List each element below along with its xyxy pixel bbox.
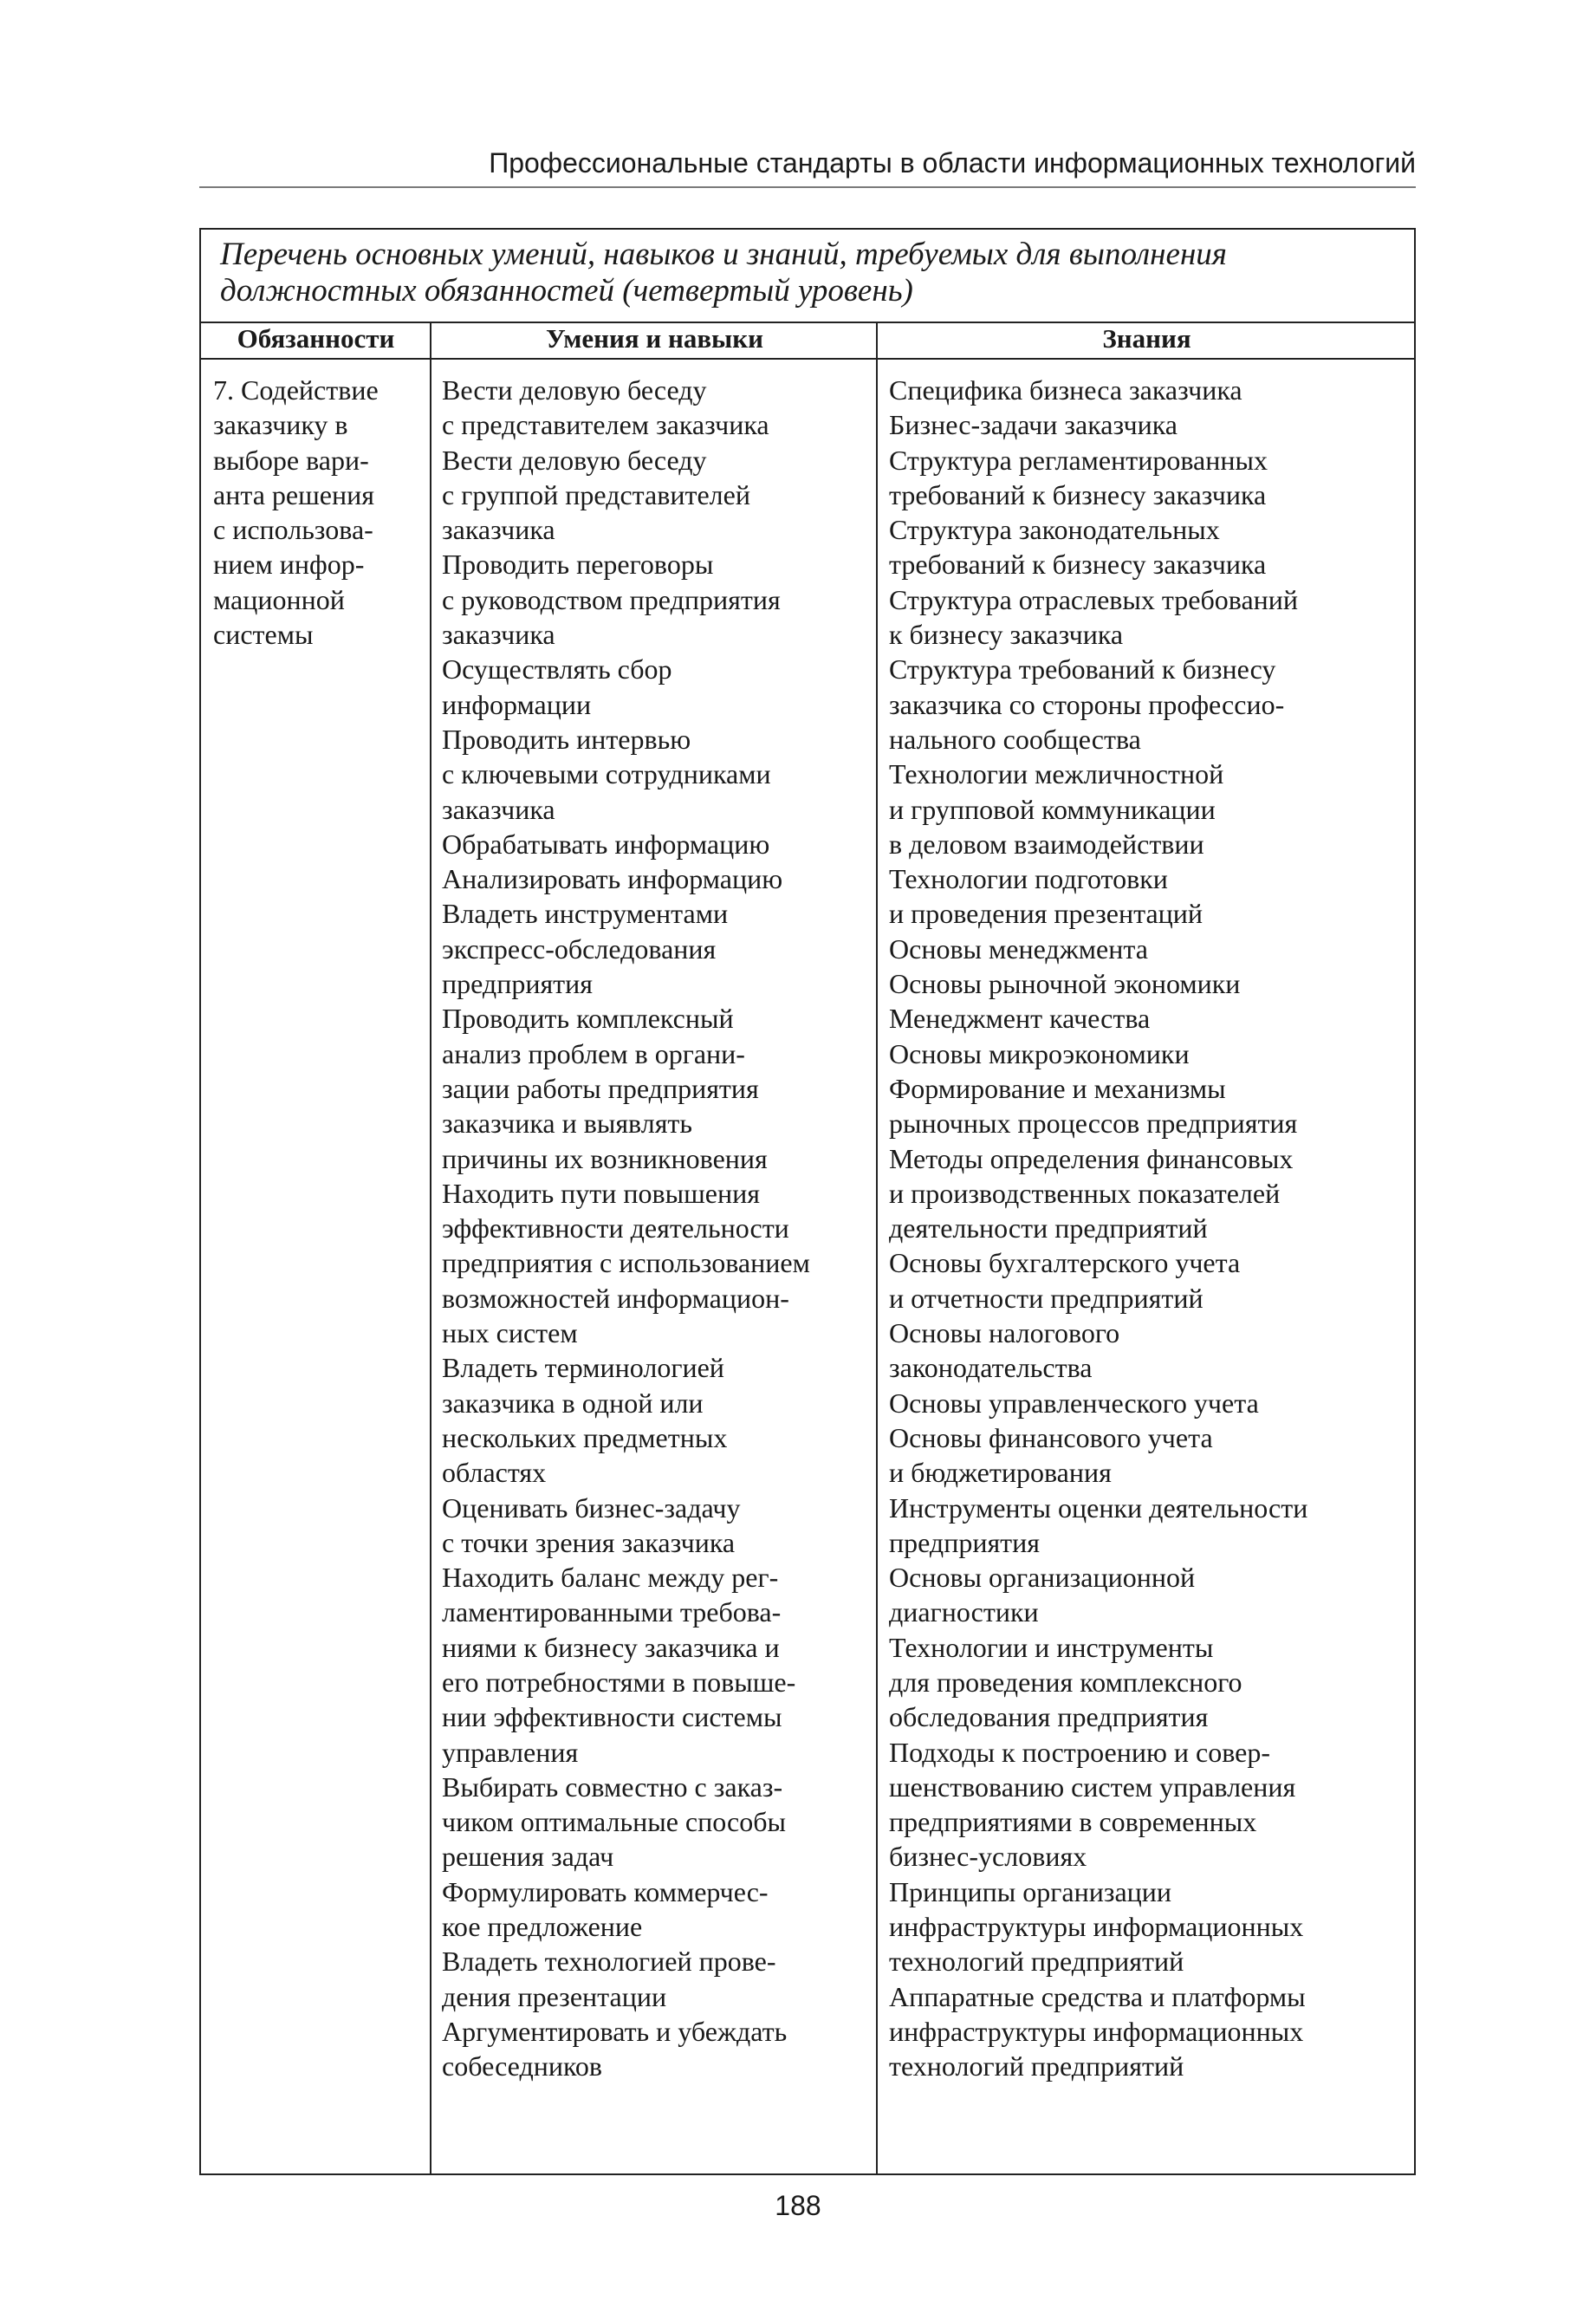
cell-text-line: чиком оптимальные способы bbox=[442, 1806, 787, 1838]
cell-text-line: Основы управленческого учета bbox=[889, 1387, 1259, 1419]
cell-text-line: нием инфор- bbox=[213, 549, 365, 581]
column-header-skills: Умения и навыки bbox=[546, 323, 763, 354]
cell-text-line: Владеть технологией прове- bbox=[442, 1946, 776, 1978]
cell-text-line: собеседников bbox=[442, 2050, 602, 2082]
duties-cell bbox=[213, 373, 379, 652]
cell-text-line: Основы микроэкономики bbox=[889, 1037, 1190, 1069]
cell-text-line: с руководством предприятия bbox=[442, 583, 781, 615]
cell-text-line: Технологии и инструменты bbox=[889, 1631, 1214, 1663]
column-divider bbox=[876, 322, 878, 2173]
cell-text-line: нии эффективности системы bbox=[442, 1701, 782, 1733]
cell-text-line: Методы определения финансовых bbox=[889, 1142, 1294, 1174]
cell-text-line: технологий предприятий bbox=[889, 2050, 1184, 2082]
cell-text-line: с использова- bbox=[213, 514, 373, 546]
cell-text-line: инфраструктуры информационных bbox=[889, 2015, 1304, 2047]
cell-text-line: Владеть инструментами bbox=[442, 898, 729, 930]
cell-text-line: с представителем заказчика bbox=[442, 409, 769, 441]
cell-text-line: Аргументировать и убеждать bbox=[442, 2015, 788, 2047]
cell-text-line: заказчика bbox=[442, 514, 555, 546]
cell-text-line: заказчика bbox=[442, 793, 555, 825]
cell-text-line: Специфика бизнеса заказчика bbox=[889, 374, 1242, 406]
cell-text-line: заказчика и выявлять bbox=[442, 1108, 692, 1140]
cell-text-line: Проводить переговоры bbox=[442, 549, 714, 581]
cell-text-line: и отчетности предприятий bbox=[889, 1282, 1203, 1314]
cell-text-line: и производственных показателей bbox=[889, 1177, 1281, 1209]
cell-text-line: Осуществлять сбор bbox=[442, 653, 672, 685]
cell-text-line: обследования предприятия bbox=[889, 1701, 1209, 1733]
cell-text-line: технологий предприятий bbox=[889, 1946, 1184, 1978]
cell-text-line: для проведения комплексного bbox=[889, 1666, 1242, 1698]
table-caption-line: Перечень основных умений, навыков и знаний, требуемых для выполнения bbox=[220, 237, 1227, 272]
cell-text-line: Структура требований к бизнесу bbox=[889, 653, 1276, 685]
cell-text-line: Технологии подготовки bbox=[889, 863, 1168, 895]
cell-text-line: Владеть терминологией bbox=[442, 1352, 724, 1384]
cell-text-line: Принципы организации bbox=[889, 1875, 1172, 1907]
cell-text-line: Вести деловую беседу bbox=[442, 374, 707, 406]
cell-text-line: с ключевыми сотрудниками bbox=[442, 758, 771, 790]
competency-table bbox=[199, 228, 1416, 2175]
cell-text-line: управления bbox=[442, 1736, 579, 1768]
cell-text-line: Выбирать совместно с заказ- bbox=[442, 1770, 783, 1803]
cell-text-line: Анализировать информацию bbox=[442, 863, 783, 895]
knowledge-cell bbox=[889, 373, 1307, 2084]
cell-text-line: кое предложение bbox=[442, 1911, 643, 1943]
cell-text-line: к бизнесу заказчика bbox=[889, 619, 1124, 651]
cell-text-line: заказчика со стороны профессио- bbox=[889, 688, 1285, 720]
cell-text-line: Основы организационной bbox=[889, 1562, 1196, 1594]
cell-text-line: его потребностями в повыше- bbox=[442, 1666, 796, 1698]
column-header-duties: Обязанности bbox=[237, 323, 395, 354]
cell-text-line: Проводить интервью bbox=[442, 723, 691, 755]
cell-text-line: зации работы предприятия bbox=[442, 1072, 759, 1104]
cell-text-line: Структура регламентированных bbox=[889, 444, 1268, 476]
cell-text-line: ламентированными требова- bbox=[442, 1596, 782, 1628]
cell-text-line: Аппаратные средства и платформы bbox=[889, 1980, 1306, 2012]
running-header: Профессиональные стандарты в области информационных технологий bbox=[489, 147, 1416, 179]
cell-text-line: Формирование и механизмы bbox=[889, 1072, 1226, 1104]
cell-text-line: Находить баланс между рег- bbox=[442, 1562, 779, 1594]
cell-text-line: диагностики bbox=[889, 1596, 1039, 1628]
cell-text-line: анта решения bbox=[213, 478, 374, 510]
cell-text-line: и бюджетирования bbox=[889, 1457, 1112, 1489]
cell-text-line: заказчика в одной или bbox=[442, 1387, 704, 1419]
cell-text-line: с точки зрения заказчика bbox=[442, 1526, 736, 1558]
cell-text-line: Основы менеджмента bbox=[889, 932, 1148, 965]
cell-text-line: Менеджмент качества bbox=[889, 1003, 1151, 1035]
cell-text-line: Проводить комплексный bbox=[442, 1003, 734, 1035]
cell-text-line: ных систем bbox=[442, 1317, 578, 1349]
cell-text-line: Структура законодательных bbox=[889, 514, 1220, 546]
cell-text-line: предприятия с использованием bbox=[442, 1247, 810, 1279]
cell-text-line: мационной bbox=[213, 583, 345, 615]
cell-text-line: Основы финансового учета bbox=[889, 1421, 1213, 1453]
table-caption-line: должностных обязанностей (четвертый уровень) bbox=[220, 273, 913, 309]
column-divider bbox=[430, 322, 431, 2173]
cell-text-line: возможностей информацион- bbox=[442, 1282, 789, 1314]
cell-text-line: предприятия bbox=[442, 968, 593, 1000]
cell-text-line: Инструменты оценки деятельности bbox=[889, 1491, 1308, 1524]
cell-text-line: рыночных процессов предприятия bbox=[889, 1108, 1298, 1140]
cell-text-line: нального сообщества bbox=[889, 723, 1141, 755]
cell-text-line: нескольких предметных bbox=[442, 1421, 728, 1453]
cell-text-line: экспресс-обследования bbox=[442, 932, 717, 965]
cell-text-line: Основы налогового bbox=[889, 1317, 1120, 1349]
cell-text-line: требований к бизнесу заказчика bbox=[889, 478, 1267, 510]
cell-text-line: предприятиями в современных bbox=[889, 1806, 1257, 1838]
cell-text-line: анализ проблем в органи- bbox=[442, 1037, 745, 1069]
cell-text-line: Основы рыночной экономики bbox=[889, 968, 1241, 1000]
cell-text-line: системы bbox=[213, 619, 314, 651]
column-header-knowledge: Знания bbox=[1102, 323, 1191, 354]
cell-text-line: в деловом взаимодействии bbox=[889, 828, 1204, 860]
cell-text-line: Формулировать коммерчес- bbox=[442, 1875, 769, 1907]
cell-text-line: Основы бухгалтерского учета bbox=[889, 1247, 1241, 1279]
table-header-row bbox=[201, 322, 1414, 360]
cell-text-line: заказчика bbox=[442, 619, 555, 651]
cell-text-line: Оценивать бизнес-задачу bbox=[442, 1491, 741, 1524]
cell-text-line: Бизнес-задачи заказчика bbox=[889, 409, 1178, 441]
cell-text-line: Структура отраслевых требований bbox=[889, 583, 1299, 615]
cell-text-line: законодательства bbox=[889, 1352, 1093, 1384]
skills-cell bbox=[442, 373, 810, 2084]
cell-text-line: бизнес-условиях bbox=[889, 1841, 1087, 1873]
cell-text-line: Находить пути повышения bbox=[442, 1177, 760, 1209]
cell-text-line: заказчику в bbox=[213, 409, 348, 441]
page-number: 188 bbox=[775, 2190, 821, 2221]
header-rule bbox=[199, 186, 1416, 188]
cell-text-line: Обрабатывать информацию bbox=[442, 828, 770, 860]
cell-text-line: инфраструктуры информационных bbox=[889, 1911, 1304, 1943]
cell-text-line: выборе вари- bbox=[213, 444, 369, 476]
table-caption bbox=[201, 230, 1414, 323]
cell-text-line: и групповой коммуникации bbox=[889, 793, 1216, 825]
cell-text-line: решения задач bbox=[442, 1841, 614, 1873]
cell-text-line: 7. Содействие bbox=[213, 374, 379, 406]
cell-text-line: дения презентации bbox=[442, 1980, 667, 2012]
cell-text-line: Технологии межличностной bbox=[889, 758, 1224, 790]
cell-text-line: ниями к бизнесу заказчика и bbox=[442, 1631, 780, 1663]
cell-text-line: Вести деловую беседу bbox=[442, 444, 707, 476]
cell-text-line: областях bbox=[442, 1457, 547, 1489]
cell-text-line: требований к бизнесу заказчика bbox=[889, 549, 1267, 581]
cell-text-line: деятельности предприятий bbox=[889, 1212, 1208, 1244]
cell-text-line: информации bbox=[442, 688, 592, 720]
cell-text-line: эффективности деятельности bbox=[442, 1212, 789, 1244]
cell-text-line: и проведения презентаций bbox=[889, 898, 1203, 930]
cell-text-line: с группой представителей bbox=[442, 478, 750, 510]
cell-text-line: Подходы к построению и совер- bbox=[889, 1736, 1271, 1768]
cell-text-line: причины их возникновения bbox=[442, 1142, 768, 1174]
cell-text-line: шенствованию систем управления bbox=[889, 1770, 1296, 1803]
cell-text-line: предприятия bbox=[889, 1526, 1040, 1558]
